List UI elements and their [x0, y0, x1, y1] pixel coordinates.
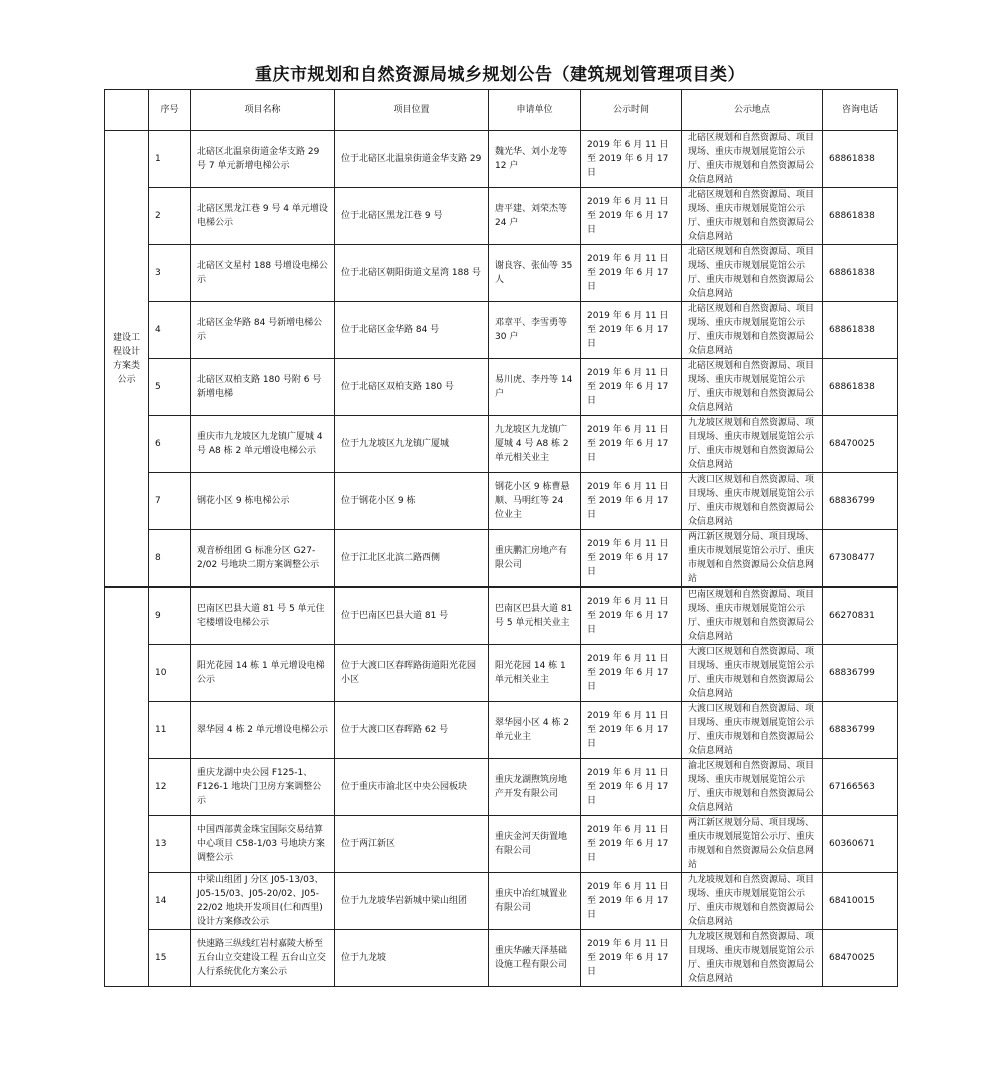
table-row — [105, 530, 898, 588]
cell-location: 位于北碚区北温泉街道金华支路 29 — [335, 131, 489, 188]
cell-location: 位于北碚区金华路 84 号 — [335, 302, 489, 359]
cell-applicant: 谢良容、张仙等 35 人 — [489, 245, 581, 302]
table-row — [105, 302, 898, 359]
cell-location: 位于钢花小区 9 栋 — [335, 473, 489, 530]
header-no: 序号 — [149, 90, 191, 131]
cell-name: 北碚区北温泉街道金华支路 29 号 7 单元新增电梯公示 — [191, 131, 335, 188]
cell-applicant: 魏光华、刘小龙等 12 户 — [489, 131, 581, 188]
cell-place: 两江新区规划分局、项目现场、重庆市规划展览馆公示厅、重庆市规划和自然资源局公众信息网站 — [682, 816, 823, 873]
cell-applicant: 九龙坡区九龙镇广厦城 4 号 A8 栋 2 单元相关业主 — [489, 416, 581, 473]
cell-time: 2019 年 6 月 11 日至 2019 年 6 月 17 日 — [581, 873, 682, 930]
cell-location: 位于两江新区 — [335, 816, 489, 873]
cell-location: 位于江北区北滨二路西侧 — [335, 530, 489, 588]
cell-location: 位于九龙坡区九龙镇广厦城 — [335, 416, 489, 473]
cell-name: 巴南区巴县大道 81 号 5 单元住宅楼增设电梯公示 — [191, 587, 335, 645]
cell-location: 位于大渡口区春晖路 62 号 — [335, 702, 489, 759]
cell-applicant: 阳光花园 14 栋 1 单元相关业主 — [489, 645, 581, 702]
cell-place: 北碚区规划和自然资源局、项目现场、重庆市规划展览馆公示厅、重庆市规划和自然资源局公众信息网站 — [682, 188, 823, 245]
cell-phone: 60360671 — [823, 816, 898, 873]
cell-no: 7 — [149, 473, 191, 530]
cell-name: 翠华园 4 栋 2 单元增设电梯公示 — [191, 702, 335, 759]
cell-phone: 67166563 — [823, 759, 898, 816]
cell-no: 14 — [149, 873, 191, 930]
cell-phone: 68836799 — [823, 473, 898, 530]
cell-applicant: 重庆金河天街置地有限公司 — [489, 816, 581, 873]
cell-phone: 68470025 — [823, 416, 898, 473]
cell-time: 2019 年 6 月 11 日至 2019 年 6 月 17 日 — [581, 245, 682, 302]
header-name: 项目名称 — [191, 90, 335, 131]
cell-applicant: 重庆华融天泽基础设施工程有限公司 — [489, 930, 581, 987]
cell-time: 2019 年 6 月 11 日至 2019 年 6 月 17 日 — [581, 473, 682, 530]
table-row — [105, 702, 898, 759]
cell-applicant: 翠华园小区 4 栋 2 单元业主 — [489, 702, 581, 759]
cell-place: 九龙坡区规划和自然资源局、项目现场、重庆市规划展览馆公示厅、重庆市规划和自然资源局公众信息网站 — [682, 930, 823, 987]
cell-applicant: 重庆鹏汇房地产有限公司 — [489, 530, 581, 588]
cell-place: 大渡口区规划和自然资源局、项目现场、重庆市规划展览馆公示厅、重庆市规划和自然资源局公众信息网站 — [682, 645, 823, 702]
header-place: 公示地点 — [682, 90, 823, 131]
cell-phone: 68861838 — [823, 131, 898, 188]
cell-no: 9 — [149, 587, 191, 645]
cell-phone: 68861838 — [823, 359, 898, 416]
cell-place: 北碚区规划和自然资源局、项目现场、重庆市规划展览馆公示厅、重庆市规划和自然资源局公众信息网站 — [682, 245, 823, 302]
cell-location: 位于重庆市渝北区中央公园板块 — [335, 759, 489, 816]
cell-location: 位于九龙坡 — [335, 930, 489, 987]
cell-no: 15 — [149, 930, 191, 987]
cell-place: 渝北区规划和自然资源局、项目现场、重庆市规划展览馆公示厅、重庆市规划和自然资源局公众信息网站 — [682, 759, 823, 816]
cell-no: 12 — [149, 759, 191, 816]
cell-time: 2019 年 6 月 11 日至 2019 年 6 月 17 日 — [581, 131, 682, 188]
header-row — [105, 90, 898, 131]
cell-place: 北碚区规划和自然资源局、项目现场、重庆市规划展览馆公示厅、重庆市规划和自然资源局公众信息网站 — [682, 302, 823, 359]
cell-name: 北碚区黑龙江巷 9 号 4 单元增设电梯公示 — [191, 188, 335, 245]
cell-time: 2019 年 6 月 11 日至 2019 年 6 月 17 日 — [581, 302, 682, 359]
cell-place: 九龙坡规划和自然资源局、项目现场、重庆市规划展览馆公示厅、重庆市规划和自然资源局公众信息网站 — [682, 873, 823, 930]
cell-phone: 66270831 — [823, 587, 898, 645]
cell-place: 北碚区规划和自然资源局、项目现场、重庆市规划展览馆公示厅、重庆市规划和自然资源局公众信息网站 — [682, 359, 823, 416]
cell-time: 2019 年 6 月 11 日至 2019 年 6 月 17 日 — [581, 188, 682, 245]
table-row — [105, 816, 898, 873]
cell-phone: 68410015 — [823, 873, 898, 930]
table-row — [105, 587, 898, 645]
cell-no: 13 — [149, 816, 191, 873]
header-time: 公示时间 — [581, 90, 682, 131]
cell-applicant: 重庆中冶红城置业有限公司 — [489, 873, 581, 930]
table-row — [105, 245, 898, 302]
cell-location: 位于大渡口区春晖路街道阳光花园小区 — [335, 645, 489, 702]
category-cell-empty — [105, 587, 149, 987]
cell-name: 重庆市九龙坡区九龙镇广厦城 4 号 A8 栋 2 单元增设电梯公示 — [191, 416, 335, 473]
notice-table — [104, 89, 898, 987]
cell-place: 北碚区规划和自然资源局、项目现场、重庆市规划展览馆公示厅、重庆市规划和自然资源局公众信息网站 — [682, 131, 823, 188]
table-row — [105, 473, 898, 530]
cell-location: 位于九龙坡华岩新城中梁山组团 — [335, 873, 489, 930]
header-phone: 咨询电话 — [823, 90, 898, 131]
cell-name: 北碚区金华路 84 号新增电梯公示 — [191, 302, 335, 359]
cell-phone: 68861838 — [823, 188, 898, 245]
table-row — [105, 359, 898, 416]
cell-no: 5 — [149, 359, 191, 416]
table-row — [105, 759, 898, 816]
cell-place: 大渡口区规划和自然资源局、项目现场、重庆市规划展览馆公示厅、重庆市规划和自然资源局公众信息网站 — [682, 473, 823, 530]
table-row — [105, 188, 898, 245]
table-row — [105, 131, 898, 188]
cell-name: 阳光花园 14 栋 1 单元增设电梯公示 — [191, 645, 335, 702]
cell-location: 位于北碚区朝阳街道文星湾 188 号 — [335, 245, 489, 302]
cell-phone: 67308477 — [823, 530, 898, 588]
cell-name: 观音桥组团 G 标准分区 G27-2/02 号地块二期方案调整公示 — [191, 530, 335, 588]
cell-no: 11 — [149, 702, 191, 759]
cell-applicant: 重庆龙湖煦筑房地产开发有限公司 — [489, 759, 581, 816]
cell-name: 北碚区双柏支路 180 号附 6 号新增电梯 — [191, 359, 335, 416]
table-row — [105, 930, 898, 987]
cell-time: 2019 年 6 月 11 日至 2019 年 6 月 17 日 — [581, 930, 682, 987]
cell-time: 2019 年 6 月 11 日至 2019 年 6 月 17 日 — [581, 816, 682, 873]
cell-applicant: 唐平建、刘荣杰等 24 户 — [489, 188, 581, 245]
cell-time: 2019 年 6 月 11 日至 2019 年 6 月 17 日 — [581, 759, 682, 816]
cell-no: 1 — [149, 131, 191, 188]
cell-name: 钢花小区 9 栋电梯公示 — [191, 473, 335, 530]
header-location: 项目位置 — [335, 90, 489, 131]
cell-time: 2019 年 6 月 11 日至 2019 年 6 月 17 日 — [581, 645, 682, 702]
cell-time: 2019 年 6 月 11 日至 2019 年 6 月 17 日 — [581, 416, 682, 473]
cell-name: 北碚区文星村 188 号增设电梯公示 — [191, 245, 335, 302]
cell-location: 位于北碚区双柏支路 180 号 — [335, 359, 489, 416]
cell-name: 中梁山组团 J 分区 J05-13/03、J05-15/03、J05-20/02、J05-22/02 地块开发项目(仁和西里)设计方案修改公示 — [191, 873, 335, 930]
cell-time: 2019 年 6 月 11 日至 2019 年 6 月 17 日 — [581, 587, 682, 645]
cell-place: 九龙坡区规划和自然资源局、项目现场、重庆市规划展览馆公示厅、重庆市规划和自然资源局公众信息网站 — [682, 416, 823, 473]
cell-time: 2019 年 6 月 11 日至 2019 年 6 月 17 日 — [581, 359, 682, 416]
cell-no: 4 — [149, 302, 191, 359]
cell-time: 2019 年 6 月 11 日至 2019 年 6 月 17 日 — [581, 530, 682, 588]
cell-phone: 68861838 — [823, 245, 898, 302]
cell-no: 3 — [149, 245, 191, 302]
document-title: 重庆市规划和自然资源局城乡规划公告（建筑规划管理项目类） — [255, 65, 745, 85]
cell-applicant: 巴南区巴县大道 81 号 5 单元相关业主 — [489, 587, 581, 645]
cell-no: 8 — [149, 530, 191, 588]
cell-phone: 68836799 — [823, 702, 898, 759]
cell-place: 巴南区规划和自然资源局、项目现场、重庆市规划展览馆公示厅、重庆市规划和自然资源局公众信息网站 — [682, 587, 823, 645]
cell-phone: 68470025 — [823, 930, 898, 987]
cell-no: 6 — [149, 416, 191, 473]
cell-applicant: 易川虎、李丹等 14 户 — [489, 359, 581, 416]
table-row — [105, 873, 898, 930]
table-row — [105, 416, 898, 473]
cell-applicant: 钢花小区 9 栋曹悬顺、马明红等 24 位业主 — [489, 473, 581, 530]
cell-location: 位于北碚区黑龙江巷 9 号 — [335, 188, 489, 245]
cell-location: 位于巴南区巴县大道 81 号 — [335, 587, 489, 645]
cell-time: 2019 年 6 月 11 日至 2019 年 6 月 17 日 — [581, 702, 682, 759]
cell-no: 10 — [149, 645, 191, 702]
cell-place: 大渡口区规划和自然资源局、项目现场、重庆市规划展览馆公示厅、重庆市规划和自然资源局公众信息网站 — [682, 702, 823, 759]
header-applicant: 申请单位 — [489, 90, 581, 131]
cell-name: 快速路三纵线红岩村嘉陵大桥至五台山立交建设工程 五台山立交人行系统优化方案公示 — [191, 930, 335, 987]
cell-no: 2 — [149, 188, 191, 245]
cell-phone: 68861838 — [823, 302, 898, 359]
cell-phone: 68836799 — [823, 645, 898, 702]
table-row — [105, 645, 898, 702]
cell-place: 两江新区规划分局、项目现场、重庆市规划展览馆公示厅、重庆市规划和自然资源局公众信息网站 — [682, 530, 823, 588]
cell-name: 重庆龙湖中央公园 F125-1、F126-1 地块门卫房方案调整公示 — [191, 759, 335, 816]
header-category — [105, 90, 149, 131]
cell-applicant: 邓章平、李雪勇等 30 户 — [489, 302, 581, 359]
category-cell: 建设工程设计方案类公示 — [105, 131, 149, 588]
cell-name: 中国西部黄金珠宝国际交易结算中心项目 C58-1/03 号地块方案调整公示 — [191, 816, 335, 873]
